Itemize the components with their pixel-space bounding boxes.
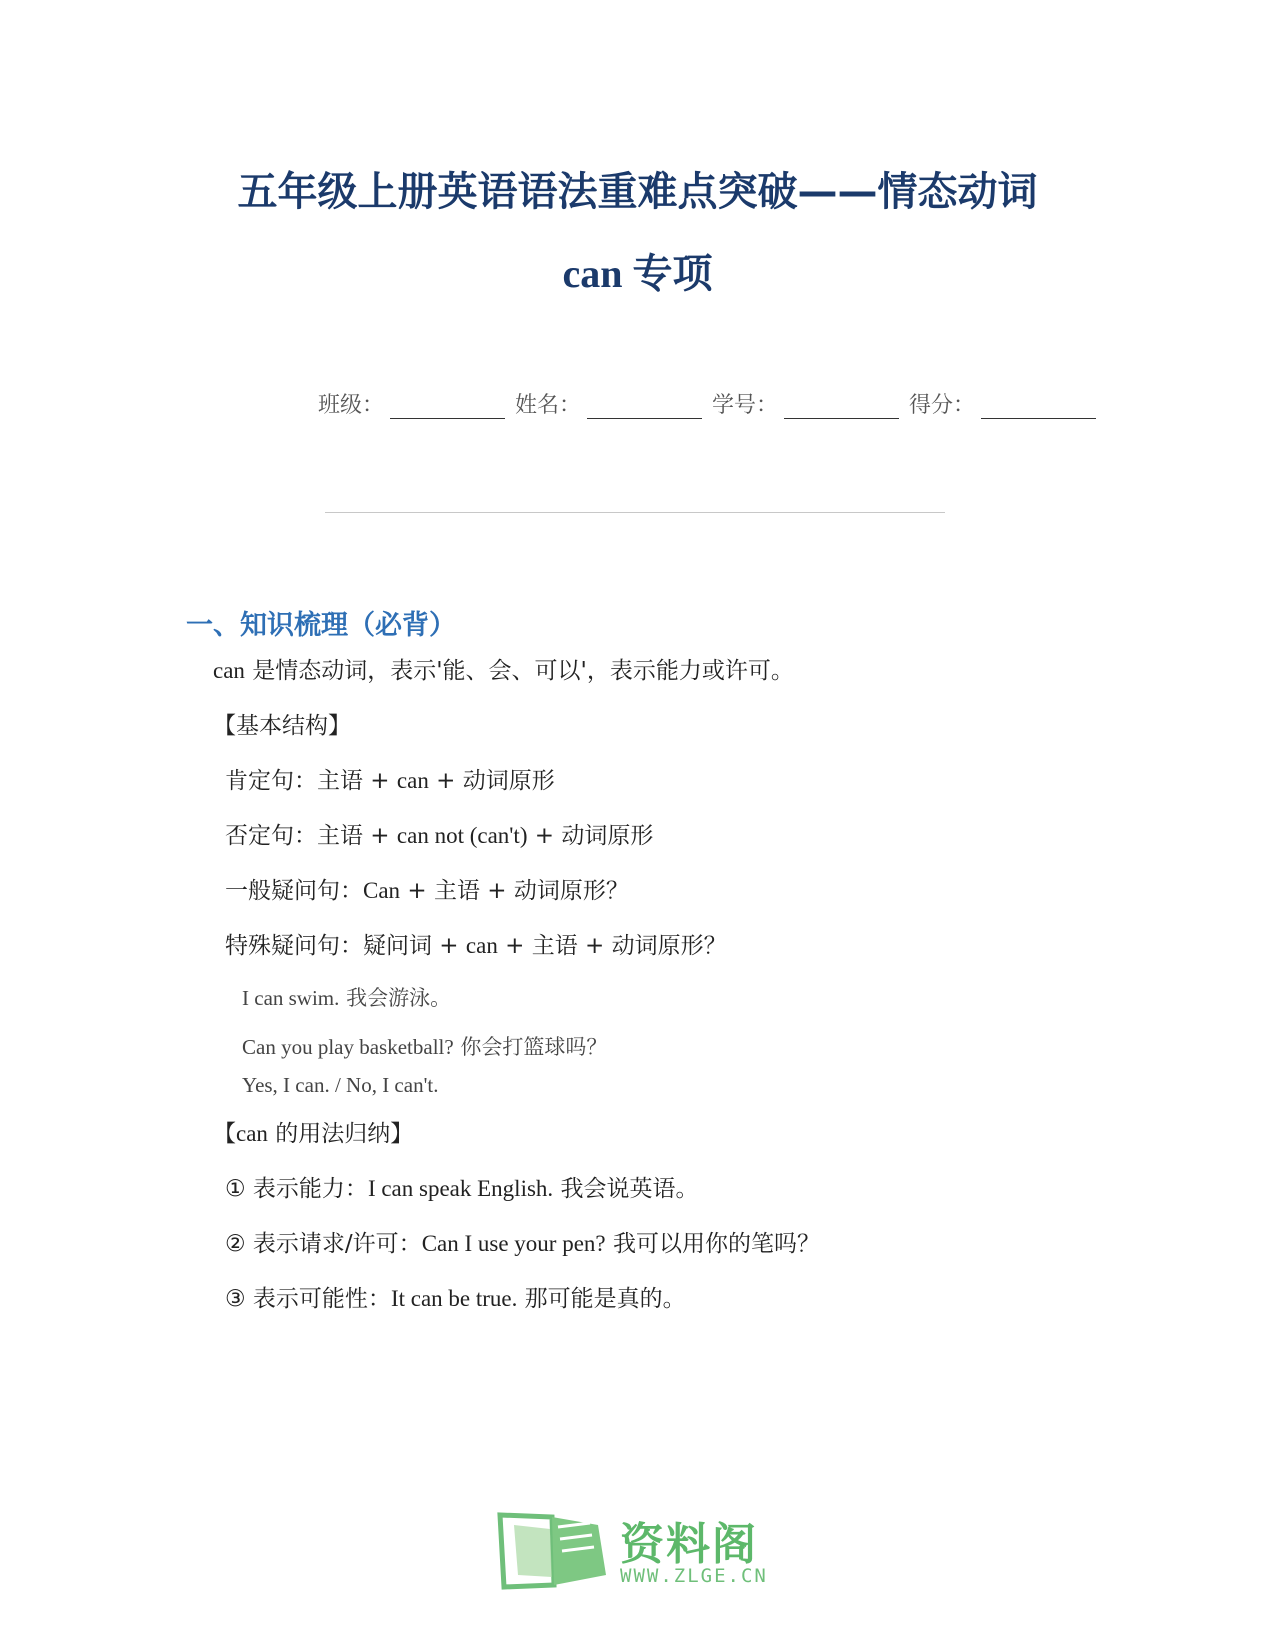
- class-label: 班级：: [318, 393, 385, 418]
- example-en: I can swim.: [242, 986, 340, 1010]
- usage-zh: 我会说英语。: [553, 1176, 699, 1202]
- score-label: 得分：: [909, 393, 976, 418]
- intro-text: [213, 652, 794, 685]
- name-field: [515, 388, 702, 419]
- logo-url: WWW.ZLGE.CN: [620, 1565, 768, 1587]
- structure-rest: + 主语 + 动词原形？: [497, 933, 727, 959]
- name-label: 姓名：: [515, 393, 582, 418]
- document-subtitle: can 专项: [562, 251, 713, 296]
- example-1: [242, 982, 451, 1012]
- example-zh: 我会游泳。: [339, 986, 452, 1010]
- structure-affirmative: [225, 762, 555, 795]
- score-field: [909, 388, 1096, 419]
- open-book-icon: [494, 1505, 624, 1595]
- structure-negative: [225, 817, 653, 850]
- structure-wh-question: [225, 927, 727, 960]
- usage-label: ③ 表示可能性：: [225, 1286, 391, 1312]
- number-blank[interactable]: [784, 394, 899, 419]
- example-3: [242, 1073, 438, 1098]
- example-zh: 你会打篮球吗？: [453, 1035, 608, 1059]
- usage-header-en: can: [236, 1121, 268, 1146]
- structure-en: Can: [363, 878, 401, 903]
- usage-en: It can be true.: [390, 1286, 518, 1311]
- usage-possibility: [225, 1280, 686, 1313]
- usage-zh: 那可能是真的。: [517, 1286, 686, 1312]
- structure-label: 一般疑问句：: [225, 878, 363, 904]
- structure-rest: + 主语 + 动词原形？: [400, 878, 629, 904]
- example-en: Yes, I can. / No, I can't.: [242, 1073, 439, 1097]
- structure-label: 特殊疑问句：疑问词 +: [225, 933, 466, 959]
- usage-en: I can speak English.: [367, 1176, 554, 1201]
- structure-rest: + 动词原形: [527, 823, 654, 849]
- logo-brand: 资料阁: [620, 1519, 758, 1570]
- example-2: [242, 1031, 607, 1061]
- structure-label: 否定句：主语 +: [225, 823, 397, 849]
- name-blank[interactable]: [587, 394, 702, 419]
- section-heading: 一、知识梳理（必背）: [186, 610, 456, 641]
- structure-yes-no-question: [225, 872, 629, 905]
- example-en: Can you play basketball?: [242, 1035, 454, 1059]
- structure-en: can: [465, 933, 498, 958]
- class-blank[interactable]: [390, 394, 505, 419]
- section-divider: [325, 512, 945, 513]
- basic-structure-header: 【基本结构】: [213, 713, 351, 739]
- structure-rest: + 动词原形: [428, 768, 555, 794]
- class-field: [318, 388, 505, 419]
- usage-en: Can I use your pen?: [421, 1231, 606, 1256]
- document-title: 五年级上册英语语法重难点突破——情态动词: [237, 169, 1038, 215]
- usage-ability: [225, 1170, 698, 1203]
- usage-header: [213, 1115, 413, 1148]
- usage-header-post: 的用法归纳】: [267, 1121, 414, 1147]
- number-label: 学号：: [712, 393, 779, 418]
- structure-label: 肯定句：主语 +: [225, 768, 397, 794]
- number-field: [712, 388, 899, 419]
- student-info-row: [318, 388, 1106, 419]
- structure-en: can not (can't): [396, 823, 528, 848]
- usage-zh: 我可以用你的笔吗？: [605, 1231, 820, 1257]
- usage-header-pre: 【: [213, 1121, 236, 1147]
- intro-en: can: [213, 658, 245, 683]
- usage-label: ① 表示能力：: [225, 1176, 368, 1202]
- usage-permission: [225, 1225, 820, 1258]
- usage-label: ② 表示请求/许可：: [225, 1231, 422, 1257]
- intro-zh: 是情态动词，表示'能、会、可以'，表示能力或许可。: [244, 658, 794, 684]
- score-blank[interactable]: [981, 394, 1096, 419]
- structure-en: can: [396, 768, 429, 793]
